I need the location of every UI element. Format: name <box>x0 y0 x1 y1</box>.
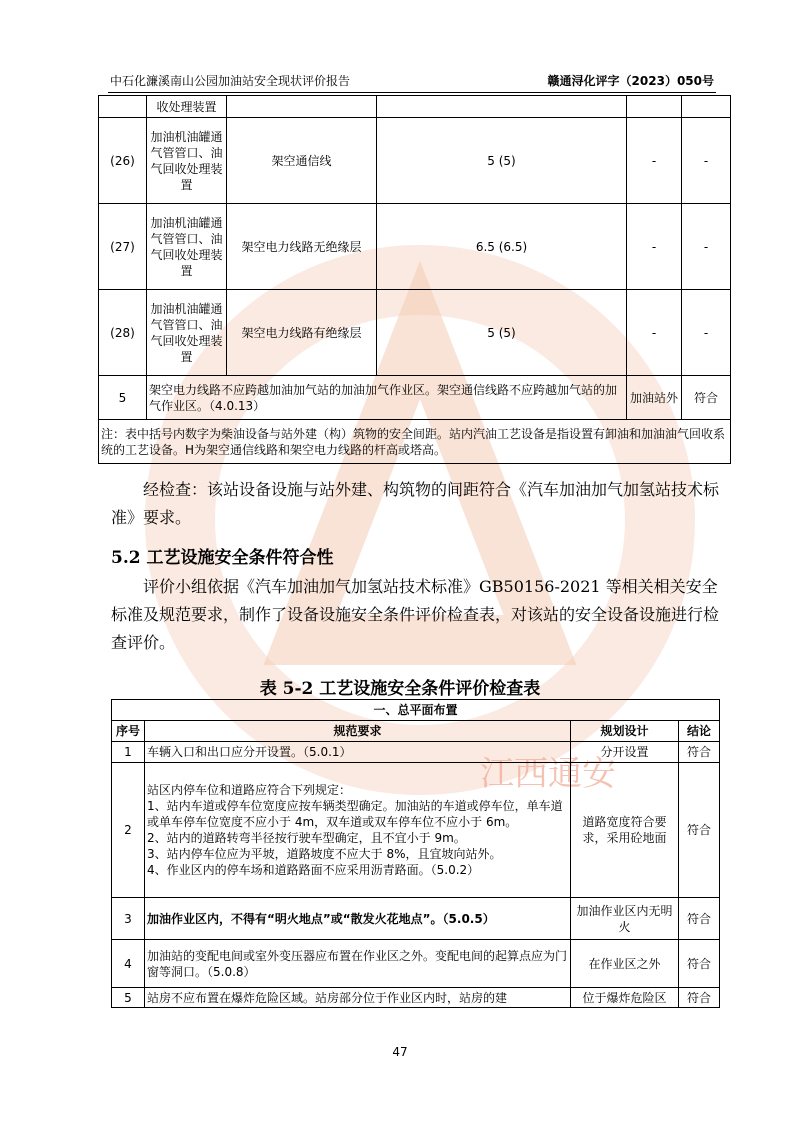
column-header: 结论 <box>679 721 720 742</box>
cell-value: - <box>682 290 731 376</box>
distance-table <box>98 95 731 464</box>
cell-equipment: 加油机油罐通气管管口、油气回收处理装置 <box>147 204 227 290</box>
cell-item: 架空通信线 <box>227 118 377 204</box>
cell-item: 架空电力线路无绝缘层 <box>227 204 377 290</box>
cell-no: 5 <box>99 376 147 420</box>
table-row <box>99 118 731 204</box>
cell-requirement: 架空电力线路不应跨越加油加气站的加油加气作业区。架空通信线路不应跨越加气站的加气作业区。（4.0.13） <box>147 376 627 420</box>
requirement-line: 4、作业区内的停车场和道路路面不应采用沥青路面。（5.0.2） <box>147 863 480 877</box>
requirement-line: 1、站内车道或停车位宽度应按车辆类型确定。加油站的车道或停车位，单车道或单车停车位宽度不应小于 4m，双车道或双车停车位不应小于 6m。 <box>147 799 563 829</box>
header-report-number: 赣通浔化评字（2023）050号 <box>547 74 714 88</box>
cell-result: 符合 <box>679 898 720 940</box>
cell-result: 符合 <box>679 742 720 763</box>
group-heading: 一、总平面布置 <box>112 700 720 721</box>
cell-no: 1 <box>112 742 145 763</box>
cell-no: 3 <box>112 898 145 940</box>
svg-text:江西通安: 江西通安 <box>480 754 616 794</box>
cell-no: 5 <box>112 988 145 1008</box>
cell-no: 4 <box>112 940 145 988</box>
table-row <box>112 988 720 1008</box>
table-note: 注：表中括号内数字为柴油设备与站外建（构）筑物的安全间距。站内汽油工艺设备是指设置有卸油和加油油气回收系统的工艺设备。H为架空通信线路和架空电力线路的杆高或塔高。 <box>99 420 731 464</box>
cell-equipment: 收处理装置 <box>147 96 227 118</box>
table-row <box>112 940 720 988</box>
column-header: 规划设计 <box>571 721 679 742</box>
cell-design: 位于爆炸危险区 <box>571 988 679 1008</box>
cell-no: (26) <box>99 118 147 204</box>
cell-value: - <box>627 118 682 204</box>
requirement-line: 加油作业区内，不得有“明火地点”或“散发火花地点”。（5.0.5） <box>147 911 495 926</box>
requirement-line: 3、站内停车位应为平坡，道路坡度不应大于 8%，且宜坡向站外。 <box>147 847 502 861</box>
requirement-line: 车辆入口和出口应分开设置。（5.0.1） <box>147 745 352 759</box>
table-row <box>112 898 720 940</box>
cell-requirement <box>145 898 571 940</box>
cell-distance: 5 (5) <box>377 290 627 376</box>
table-row <box>99 96 731 118</box>
cell-design: 分开设置 <box>571 742 679 763</box>
cell-requirement <box>145 763 571 898</box>
cell-design: 加油作业区内无明火 <box>571 898 679 940</box>
cell-value: - <box>682 204 731 290</box>
table-group-row <box>112 700 720 721</box>
cell-no: 2 <box>112 763 145 898</box>
cell-value: - <box>627 290 682 376</box>
cell-value: - <box>627 204 682 290</box>
table-row <box>99 204 731 290</box>
table-row <box>112 763 720 898</box>
header-title: 中石化濂溪南山公园加油站安全现状评价报告 <box>110 74 351 88</box>
cell-result: 符合 <box>679 940 720 988</box>
column-header: 序号 <box>112 721 145 742</box>
cell-design: 加油站外 <box>627 376 682 420</box>
cell-result: 符合 <box>679 763 720 898</box>
paragraph-conclusion: 经检查：该站设备设施与站外建、构筑物的间距符合《汽车加油加气加氢站技术标准》要求。 <box>111 480 720 527</box>
process-checklist-table <box>111 699 720 1008</box>
table-header-row <box>112 721 720 742</box>
table-row <box>99 376 731 420</box>
cell-requirement <box>145 940 571 988</box>
cell-equipment: 加油机油罐通气管管口、油气回收处理装置 <box>147 118 227 204</box>
cell-result: 符合 <box>682 376 731 420</box>
cell-distance: 5 (5) <box>377 118 627 204</box>
requirement-line: 站房不应布置在爆炸危险区域。站房部分位于作业区内时，站房的建 <box>147 990 508 1005</box>
page-number: 47 <box>392 1045 408 1059</box>
section-heading: 5.2 工艺设施安全条件符合性 <box>111 548 334 568</box>
table-row <box>112 742 720 763</box>
cell-requirement <box>145 742 571 763</box>
cell-design: 在作业区之外 <box>571 940 679 988</box>
cell-no: (28) <box>99 290 147 376</box>
table-row <box>99 290 731 376</box>
cell-requirement <box>145 988 571 1008</box>
cell-design: 道路宽度符合要求，采用砼地面 <box>571 763 679 898</box>
cell-item: 架空电力线路有绝缘层 <box>227 290 377 376</box>
cell-value: - <box>682 118 731 204</box>
cell-equipment: 加油机油罐通气管管口、油气回收处理装置 <box>147 290 227 376</box>
cell-distance: 6.5 (6.5) <box>377 204 627 290</box>
paragraph-method: 评价小组依据《汽车加油加气加氢站技术标准》GB50156-2021 等相关相关安全标准及规范要求，制作了设备设施安全条件评价检查表，对该站的安全设备设施进行检查评价。 <box>111 577 720 652</box>
table-note-row <box>99 420 731 464</box>
requirement-line: 站区内停车位和道路应符合下列规定： <box>147 783 352 797</box>
requirement-line: 加油站的变配电间或室外变压器应布置在作业区之外。变配电间的起算点应为门窗等洞口。（5.0.8） <box>147 948 568 979</box>
table-caption: 表 5-2 工艺设施安全条件评价检查表 <box>259 679 541 699</box>
column-header: 规范要求 <box>145 721 571 742</box>
cell-no: (27) <box>99 204 147 290</box>
cell-result: 符合 <box>679 988 720 1008</box>
requirement-line: 2、站内的道路转弯半径按行驶车型确定，且不宜小于 9m。 <box>147 831 466 845</box>
header-rule <box>108 92 716 93</box>
